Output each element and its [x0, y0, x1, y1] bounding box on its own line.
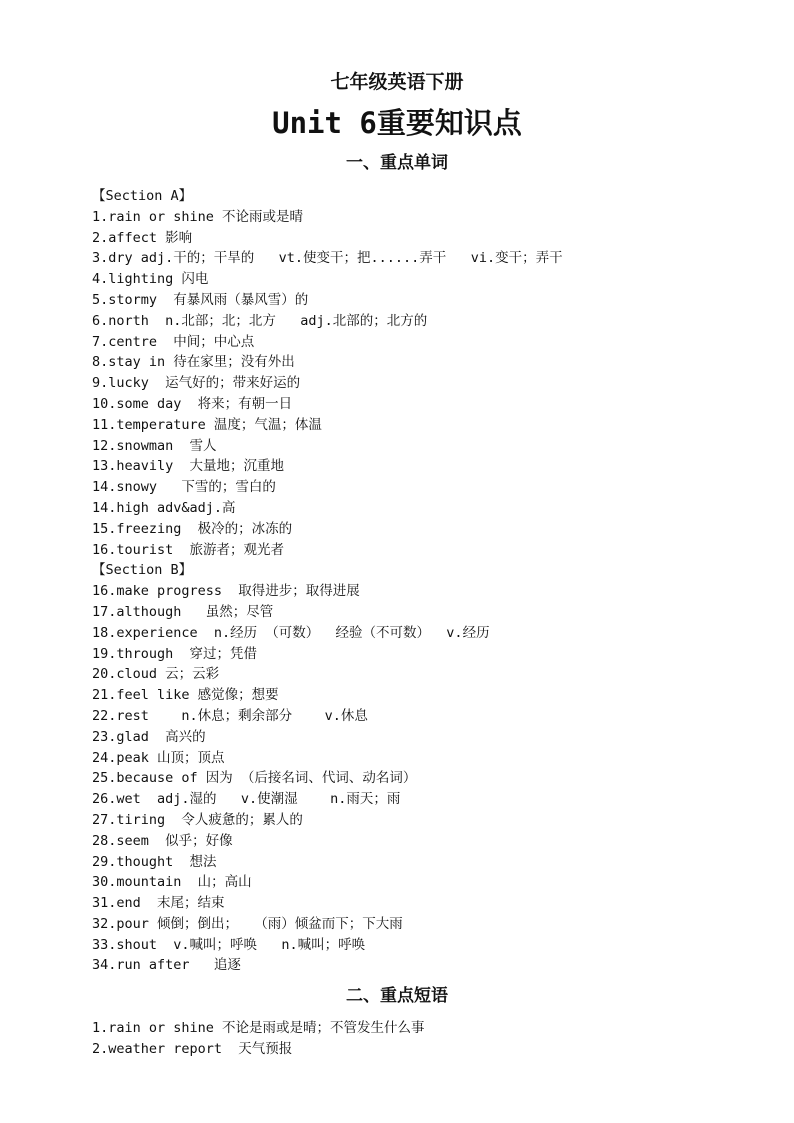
phrase-item: 1.rain or shine 不论是雨或是晴；不管发生什么事 — [92, 1020, 425, 1036]
document-title: Unit 6重要知识点 — [272, 106, 522, 140]
vocabulary-item: 33.shout v.喊叫；呼唤 n.喊叫；呼唤 — [92, 936, 366, 953]
phrase-list — [92, 1018, 752, 1060]
vocabulary-item: 19.through 穿过；凭借 — [92, 645, 258, 662]
vocabulary-item: 17.although 虽然；尽管 — [92, 603, 274, 620]
vocabulary-item: 6.north n.北部；北；北方 adj.北部的；北方的 — [92, 312, 428, 329]
vocabulary-item: 5.stormy 有暴风雨（暴风雪）的 — [92, 291, 309, 308]
vocabulary-item: 25.because of 因为 （后接名词、代词、动名词） — [92, 770, 417, 787]
vocabulary-item: 10.some day 将来；有朝一日 — [92, 395, 293, 412]
vocabulary-item: 21.feel like 感觉像；想要 — [92, 687, 279, 704]
vocabulary-item: 29.thought 想法 — [92, 853, 217, 870]
section-heading-key-phrases: 二、重点短语 — [346, 986, 448, 1006]
vocabulary-item: 18.experience n.经历 （可数） 经验（不可数） v.经历 — [92, 624, 490, 641]
vocabulary-item: 31.end 末尾；结束 — [92, 895, 225, 912]
vocabulary-item: 7.centre 中间；中心点 — [92, 333, 255, 350]
phrase-item: 2.weather report 天气预报 — [92, 1040, 293, 1057]
vocabulary-item: 【Section A】 — [92, 188, 193, 204]
vocabulary-item: 2.affect 影响 — [92, 229, 193, 246]
vocabulary-item: 14.snowy 下雪的；雪白的 — [92, 479, 276, 496]
vocabulary-item: 14.high adv&adj.高 — [92, 499, 236, 516]
vocabulary-item: 12.snowman 雪人 — [92, 437, 217, 454]
vocabulary-item: 20.cloud 云；云彩 — [92, 666, 220, 683]
vocabulary-item: 3.dry adj.干的；干旱的 vt.使变干；把......弄干 vi.变干；弄干 — [92, 250, 563, 267]
vocabulary-item: 22.rest n.休息；剩余部分 v.休息 — [92, 707, 368, 724]
vocabulary-item: 【Section B】 — [92, 562, 193, 579]
vocabulary-item: 4.lighting 闪电 — [92, 271, 209, 288]
section-heading-key-words: 一、重点单词 — [346, 153, 448, 173]
vocabulary-item: 26.wet adj.湿的 v.使潮湿 n.雨天；雨 — [92, 791, 401, 808]
vocabulary-item: 11.temperature 温度；气温；体温 — [92, 416, 322, 433]
vocabulary-item: 9.lucky 运气好的；带来好运的 — [92, 375, 301, 392]
vocabulary-item: 24.peak 山顶；顶点 — [92, 749, 225, 766]
vocabulary-item: 16.make progress 取得进步；取得进展 — [92, 583, 360, 600]
vocabulary-item: 23.glad 高兴的 — [92, 728, 206, 745]
vocabulary-item: 15.freezing 极冷的；冰冻的 — [92, 520, 293, 537]
vocabulary-item: 1.rain or shine 不论雨或是晴 — [92, 208, 304, 225]
vocabulary-list — [92, 186, 752, 976]
vocabulary-item: 34.run after 追逐 — [92, 957, 241, 974]
vocabulary-item: 13.heavily 大量地；沉重地 — [92, 458, 285, 475]
vocabulary-item: 28.seem 似乎；好像 — [92, 832, 233, 849]
vocabulary-item: 27.tiring 令人疲惫的；累人的 — [92, 811, 303, 828]
vocabulary-item: 32.pour 倾倒；倒出； （雨）倾盆而下；下大雨 — [92, 915, 403, 932]
document-subtitle: 七年级英语下册 — [330, 71, 464, 93]
vocabulary-item: 30.mountain 山；高山 — [92, 874, 252, 891]
vocabulary-item: 16.tourist 旅游者；观光者 — [92, 541, 285, 558]
vocabulary-item: 8.stay in 待在家里；没有外出 — [92, 354, 295, 371]
